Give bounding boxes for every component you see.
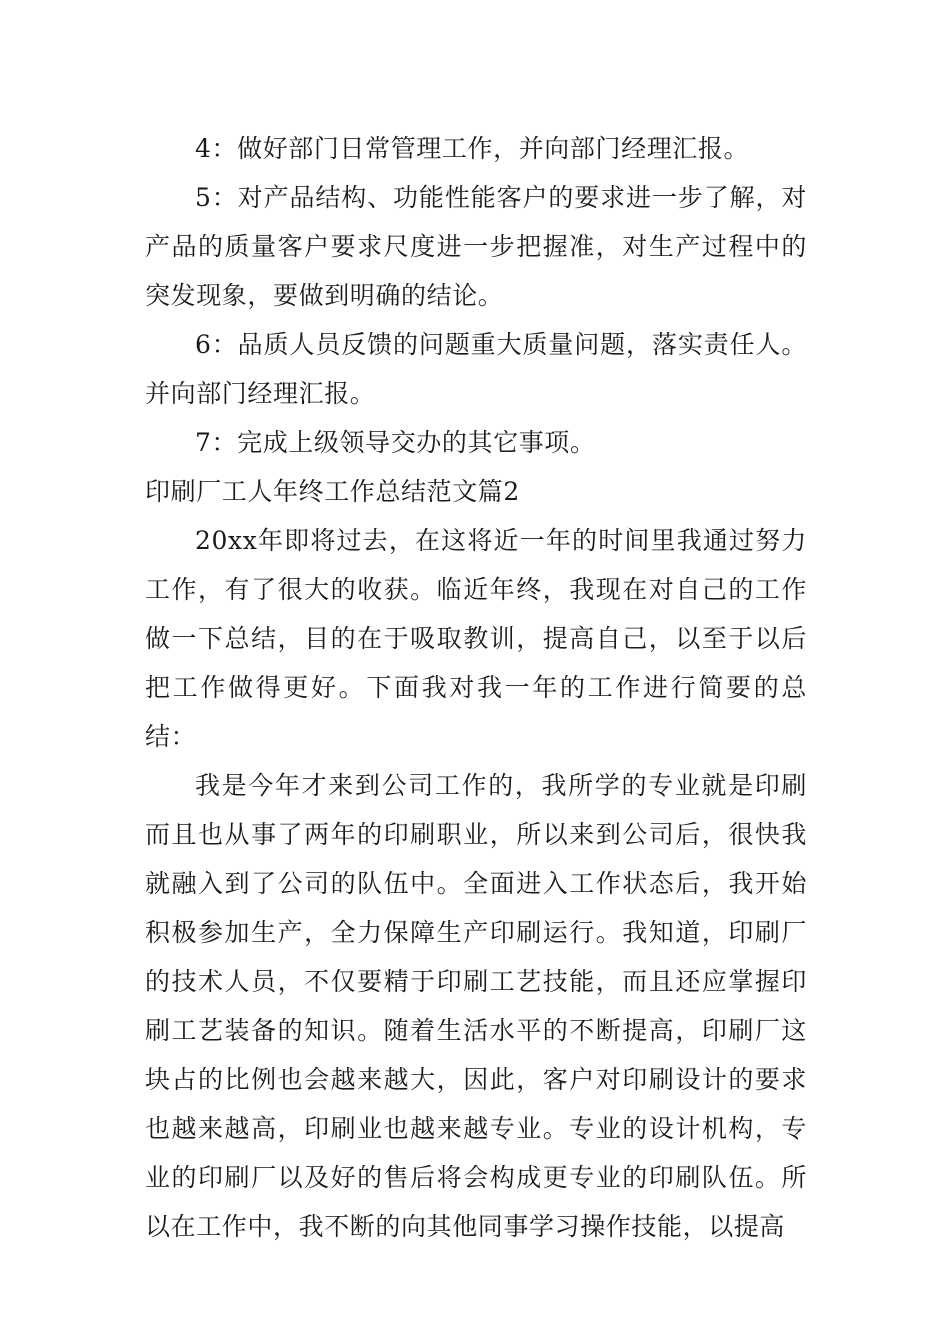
- paragraph-item-5: 5：对产品结构、功能性能客户的要求进一步了解，对产品的质量客户要求尺度进一步把握准，对生产过程中的突发现象，要做到明确的结论。: [145, 183, 807, 310]
- section-heading: 印刷厂工人年终工作总结范文篇2: [145, 477, 520, 506]
- paragraph-body: 我是今年才来到公司工作的，我所学的专业就是印刷而且也从事了两年的印刷职业，所以来到公司后，很快我就融入到了公司的队伍中。全面进入工作状态后，我开始积极参加生产，全力保障生产印刷运行。我知道，印刷厂的技术人员，不仅要精于印刷工艺技能，而且还应掌握印刷工艺装备的知识。随着生活水平的不断提高，印刷厂这块占的比例也会越来越大，因此，客户对印刷设计的要求也越来越高，印刷业也越来越专业。专业的设计机构，专业的印刷厂以及好的售后将会构成更专业的印刷队伍。所以在工作中，我不断的向其他同事学习操作技能，以提高: [145, 771, 807, 1241]
- paragraph-item-6: 6：品质人员反馈的问题重大质量问题，落实责任人。并向部门经理汇报。: [145, 330, 807, 408]
- paragraph-item-7: 7：完成上级领导交办的其它事项。: [195, 428, 596, 457]
- document-body: [145, 124, 807, 1251]
- paragraph-intro: 20xx年即将过去，在这将近一年的时间里我通过努力工作，有了很大的收获。临近年终，我现在对自己的工作做一下总结，目的在于吸取教训，提高自己，以至于以后把工作做得更好。下面我对我一年的工作进行简要的总结：: [145, 526, 807, 751]
- paragraph-item-4: 4：做好部门日常管理工作，并向部门经理汇报。: [195, 134, 750, 163]
